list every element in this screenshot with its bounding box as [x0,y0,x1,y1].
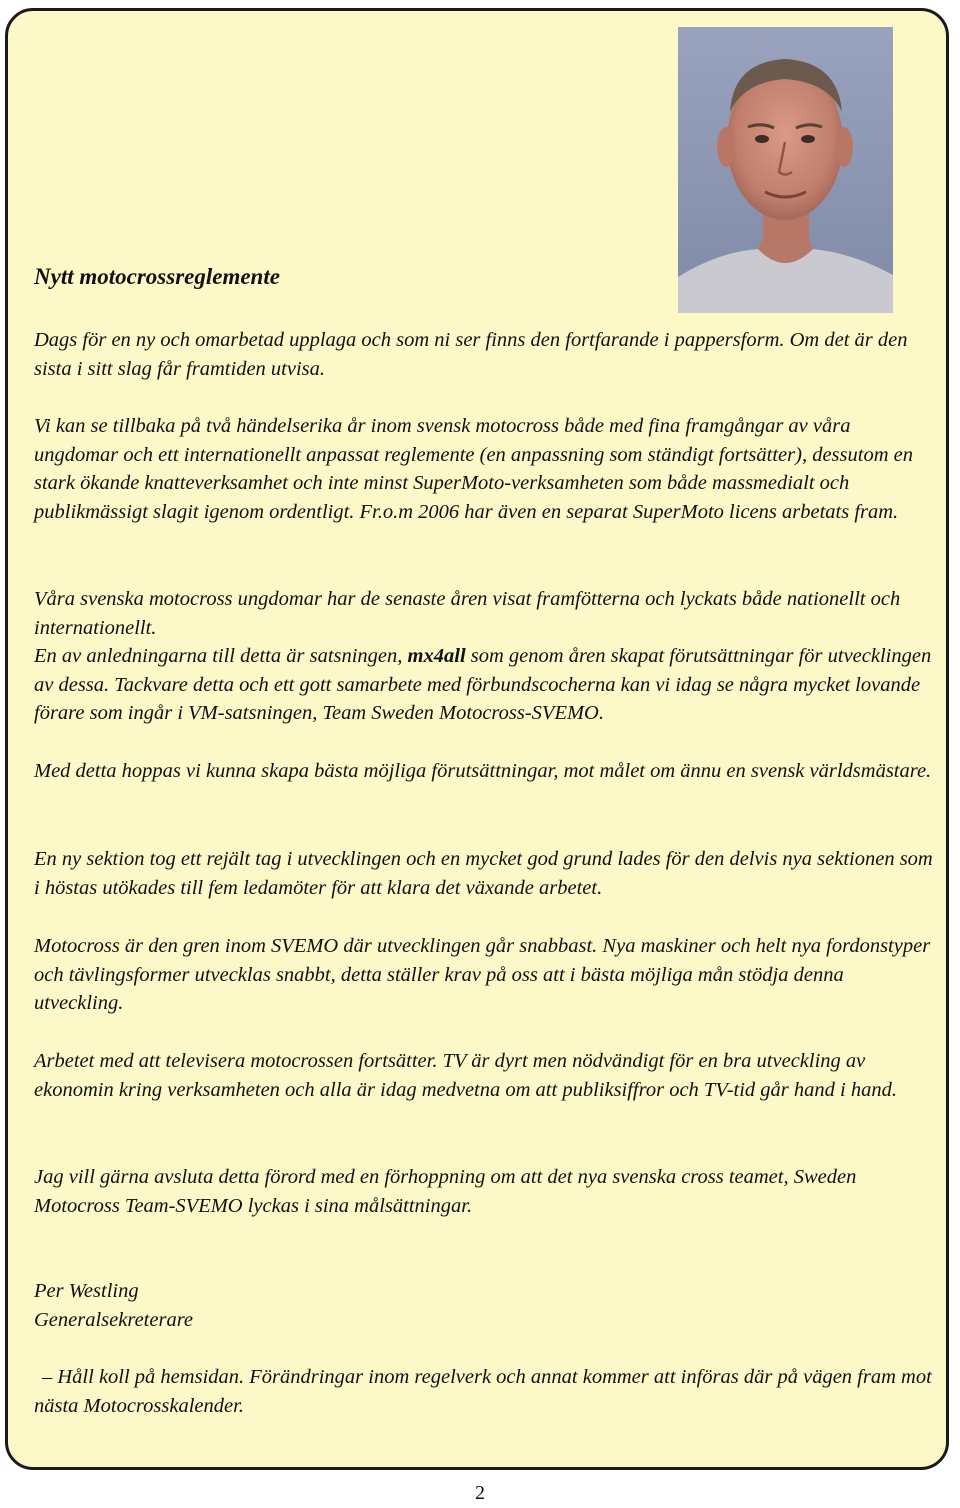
portrait-photo [678,27,893,313]
paragraph-1: Dags för en ny och omarbetad upplaga och som ni ser finns den fortfarande i pappersform. Om det är den sista i sitt slag får framtiden utvisa. [34,329,908,380]
paragraph-6: En ny sektion tog ett rejält tag i utvecklingen och en mycket god grund lades för den delvis nya sektionen som i höstas utökades till fem ledamöter för att klara det växande arbetet. [34,848,933,899]
paragraph-9: Jag vill gärna avsluta detta förord med en förhoppning om att det nya svenska cross teamet, Sweden Motocross Team-SVEMO lyckas i sina målsättningar. [34,1166,857,1217]
mx4all-highlight: mx4all [407,645,466,667]
paragraph-4-end: som genom åren skapat förutsättningar för utvecklingen av dessa. Tackvare detta och ett gott samarbete med förbundscocherna kan vi idag se några mycket lovande förare som ingår i VM-satsningen, Team Sweden Motocross-SVEMO. [34,645,932,724]
paragraph-4 [34,642,934,728]
page-title: Nytt motocrossreglemente [34,264,280,289]
signature-role: Generalsekreterare [34,1309,194,1331]
paragraph-2: Vi kan se tillbaka på två händelserika år inom svensk motocross både med fina framgångar av våra ungdomar och ett internationellt anpassat reglemente (en anpassning som ständigt fortsätter), dessutom en stark ökande knatteverksamhet och inte minst SuperMoto-verksamheten som både massmedialt och publikmässigt slagit igenom ordentligt. Fr.o.m 2006 har även en separat SuperMoto licens arbetats fram. [34,415,913,523]
website-note: – Håll koll på hemsidan. Förändringar inom regelverk och annat kommer att införas där på vägen fram mot nästa Motocrosskalender. [34,1366,932,1417]
paragraph-7: Motocross är den gren inom SVEMO där utvecklingen går snabbast. Nya maskiner och helt nya fordonstyper och tävlingsformer utvecklas snabbt, detta ställer krav på oss att i bästa möjliga mån stödja denna utveckling. [34,935,931,1014]
page-number: 2 [475,1482,485,1504]
paragraph-8: Arbetet med att televisera motocrossen fortsätter. TV är dyrt men nödvändigt för en bra utveckling av ekonomin kring verksamheten och alla är idag medvetna om att publiksiffror och TV-tid går hand i hand. [34,1050,897,1101]
paragraph-5: Med detta hoppas vi kunna skapa bästa möjliga förutsättningar, mot målet om ännu en svensk världsmästare. [34,760,932,782]
paragraph-4-start: En av anledningarna till detta är satsningen, [34,645,408,667]
paragraph-3: Våra svenska motocross ungdomar har de senaste åren visat framfötterna och lyckats både nationellt och internationellt. [34,588,901,639]
signature-name: Per Westling [34,1280,139,1302]
portrait-illustration [678,27,893,313]
